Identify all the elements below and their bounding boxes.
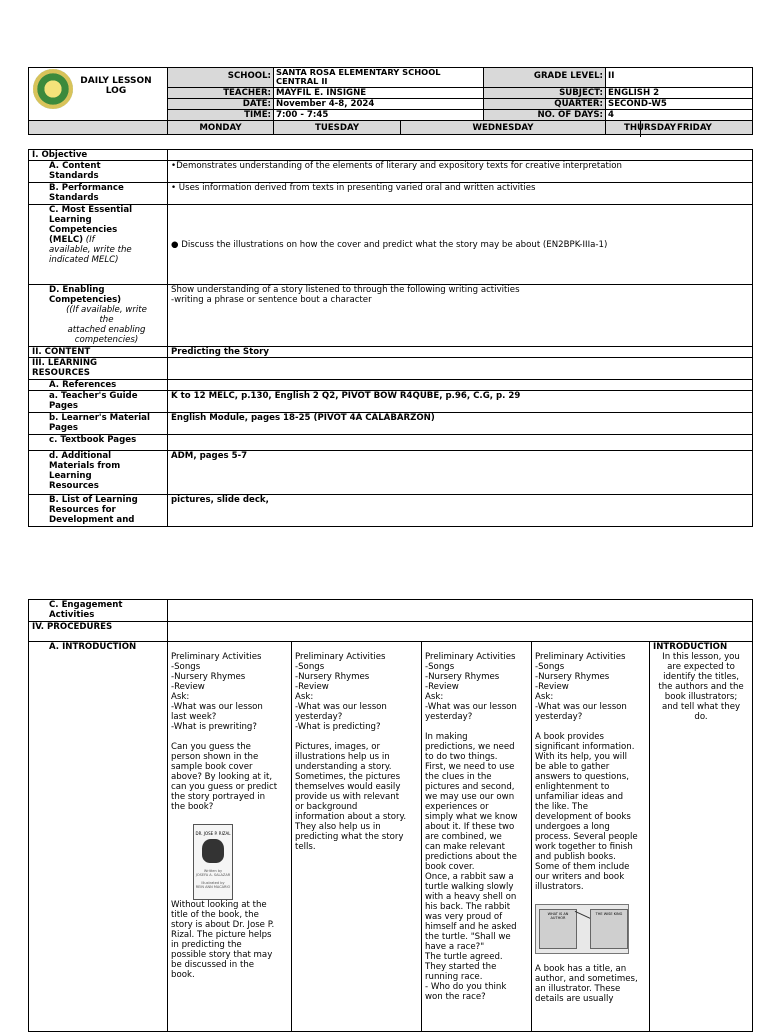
friday-divider — [640, 120, 641, 137]
melc-label: C. Most Essential Learning Competencies (MELC) — [49, 205, 133, 245]
content-standards-value: •Demonstrates understanding of the elements of literary and expository texts for creative interpretation — [168, 161, 753, 183]
references-blank — [168, 380, 753, 391]
textbook-pages-value — [168, 435, 753, 451]
objectives-table — [28, 149, 753, 527]
friday-intro-text: In this lesson, you are expected to identify the titles, the authors and the book illustrators; and tell what they do. — [658, 652, 744, 722]
thursday-intro-cell — [532, 642, 650, 1032]
date-value: November 4-8, 2024 — [274, 99, 484, 110]
header-table — [28, 67, 753, 135]
day-thursday: THURSDAY — [606, 121, 753, 135]
list-resources-value: pictures, slide deck, — [168, 495, 753, 527]
engagement-blank — [168, 600, 753, 622]
learners-material-label: b. Learner's Material Pages — [29, 413, 168, 435]
content-label: II. CONTENT — [29, 347, 168, 358]
enabling-value: Show understanding of a story listened to through the following writing activities -writing a phrase or sentence bout a character — [168, 285, 753, 347]
subject-value: ENGLISH 2 — [606, 88, 753, 99]
date-label: DATE: — [168, 99, 274, 110]
subject-label: SUBJECT: — [484, 88, 606, 99]
melc-note: (If available, write the indicated MELC) — [49, 235, 132, 265]
references-label: A. References — [29, 380, 168, 391]
day-monday: MONDAY — [168, 121, 274, 135]
days-corner — [29, 121, 168, 135]
content-standards-label: A. Content Standards — [29, 161, 168, 183]
school-value: SANTA ROSA ELEMENTARY SCHOOL CENTRAL II — [274, 68, 484, 88]
days-label: NO. OF DAYS: — [484, 110, 606, 121]
teachers-guide-label: a. Teacher's Guide Pages — [29, 391, 168, 413]
time-label: TIME: — [168, 110, 274, 121]
resources-blank — [168, 358, 753, 380]
wednesday-intro-text: Preliminary Activities -Songs -Nursery Rhymes -Review Ask: -What was our lesson yesterday? In making predictions, we need to do two things. First, we need to use the clues in the pictures and second, we may use our own experiences or simply what we know about it. If these two are combined, we can make relevant predictions about the book cover. Once, a rabbit saw a turtle walking slowly with a heavy shell on his back. The rabbit was very proud of himself and he asked the turtle. "Shall we have a race?" The turtle agreed. They started the running race. - Who do you think won the race? — [422, 642, 532, 1032]
content-value: Predicting the Story — [168, 347, 753, 358]
procedures-table — [28, 599, 753, 1032]
quarter-label: QUARTER: — [484, 99, 606, 110]
friday-intro-cell — [650, 642, 753, 1032]
objective-section-label: I. Objective — [29, 150, 168, 161]
list-resources-label: B. List of Learning Resources for Development and — [29, 495, 168, 527]
procedures-blank — [168, 622, 753, 642]
illustration-right-title: THE WISE KING — [595, 912, 623, 916]
header-title: DAILY LESSON LOG — [80, 76, 152, 96]
header-title-cell — [29, 68, 168, 121]
resources-label: III. LEARNING RESOURCES — [29, 358, 168, 380]
engagement-label: C. Engagement Activities — [29, 600, 168, 622]
enabling-note: ((If available, write the attached enabling competencies) — [66, 305, 147, 345]
day-friday: FRIDAY — [677, 123, 712, 133]
illustration-panel-right — [590, 909, 628, 949]
teacher-label: TEACHER: — [168, 88, 274, 99]
day-wednesday: WEDNESDAY — [401, 121, 606, 135]
enabling-label: D. Enabling Competencies) — [49, 285, 122, 305]
book-cover-image — [193, 824, 233, 900]
procedures-label: IV. PROCEDURES — [29, 622, 168, 642]
book-cover-credit: Written by JOSEFA A. SALAZAR Illustrated by REIN ANN MACARIO — [195, 869, 231, 889]
enabling-label-cell — [29, 285, 168, 347]
additional-materials-value: ADM, pages 5-7 — [168, 451, 753, 495]
introduction-label: A. INTRODUCTION — [29, 642, 168, 1032]
tuesday-intro-text: Preliminary Activities -Songs -Nursery Rhymes -Review Ask: -What was our lesson yesterday? -What is predicting? Pictures, images, or illustrations help us in understanding a story. Sometimes, the pictures themselves would easily provide us with relevant or background information about a story. They also help us in predicting what the story tells. — [292, 642, 422, 1032]
performance-standards-value: • Uses information derived from texts in presenting varied oral and written activities — [168, 183, 753, 205]
monday-intro-cell — [168, 642, 292, 1032]
illustration-panel-left — [539, 909, 577, 949]
thursday-intro-text: Preliminary Activities -Songs -Nursery Rhymes -Review Ask: -What was our lesson yesterday? A book provides significant information. With its help, you will be able to gather answers to questions, enlightenment to unfamiliar ideas and the like. The development of books undergoes a long process. Several people work together to finish and publish books. Some of them include our writers and book illustrators. — [535, 652, 638, 892]
thursday-intro-text-2: A book has a title, an author, and sometimes, an illustrator. These details are usually — [535, 964, 638, 1004]
illustration-left-title: WHAT IS AN AUTHOR — [547, 912, 569, 920]
performance-standards-label: B. Performance Standards — [29, 183, 168, 205]
portrait-icon — [202, 839, 224, 863]
additional-materials-label: d. Additional Materials from Learning Resources — [29, 451, 168, 495]
quarter-value: SECOND-W5 — [606, 99, 753, 110]
melc-value: ● Discuss the illustrations on how the cover and predict what the story may be about (EN2BPK-IIIa-1) — [168, 205, 753, 285]
book-cover-title: DR. JOSE P. RIZAL — [195, 831, 231, 836]
school-label: SCHOOL: — [168, 68, 274, 88]
monday-intro-text-2: Without looking at the title of the book, the story is about Dr. Jose P. Rizal. The picture helps in predicting the possible story that may be discussed in the book. — [171, 900, 275, 980]
melc-label-cell — [29, 205, 168, 285]
grade-value: II — [606, 68, 753, 88]
monday-intro-text: Preliminary Activities -Songs -Nursery Rhymes -Review Ask: -What was our lesson last week? -What is prewriting? Can you guess the person shown in the sample book cover above? By looking at it, can you guess or predict the story portrayed in the book? — [171, 652, 278, 812]
school-logo — [33, 69, 73, 109]
teachers-guide-value: K to 12 MELC, p.130, English 2 Q2, PIVOT BOW R4QUBE, p.96, C.G, p. 29 — [168, 391, 753, 413]
time-value: 7:00 - 7:45 — [274, 110, 484, 121]
grade-label: GRADE LEVEL: — [484, 68, 606, 88]
objective-section-blank — [168, 150, 753, 161]
textbook-pages-label: c. Textbook Pages — [29, 435, 168, 451]
friday-intro-title: INTRODUCTION — [653, 642, 728, 652]
book-illustration-image — [535, 904, 629, 954]
days-value: 4 — [606, 110, 753, 121]
learners-material-value: English Module, pages 18-25 (PIVOT 4A CALABARZON) — [168, 413, 753, 435]
teacher-value: MAYFIL E. INSIGNE — [274, 88, 484, 99]
day-tuesday: TUESDAY — [274, 121, 401, 135]
